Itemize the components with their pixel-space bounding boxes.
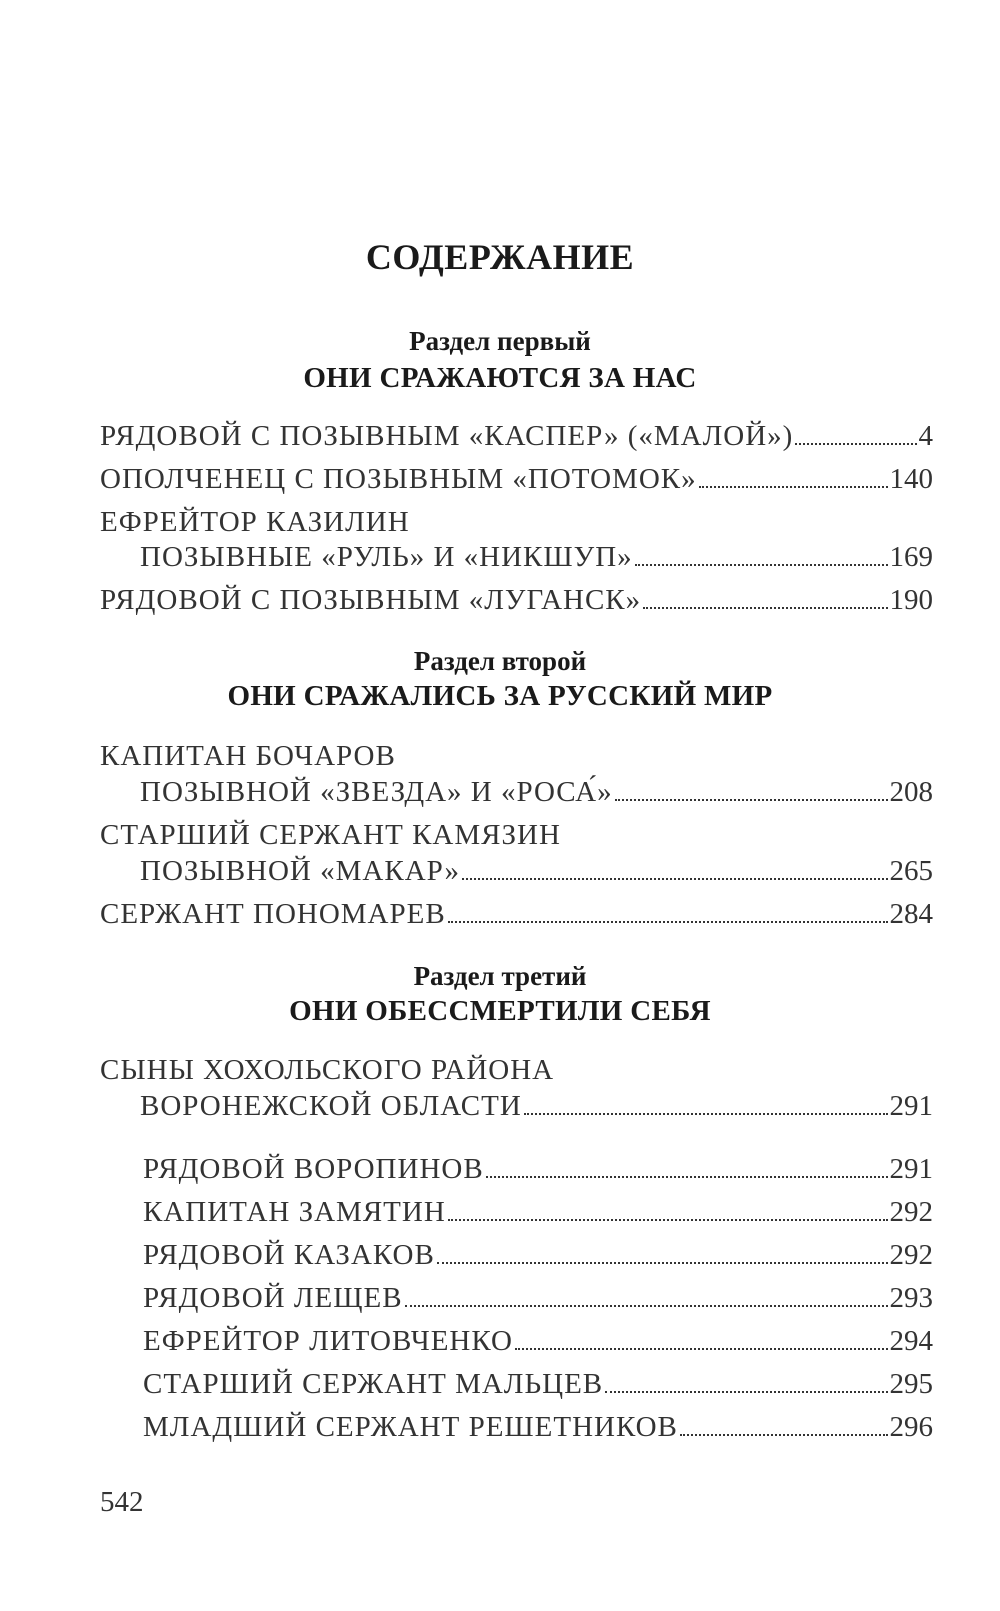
toc-page-number: 140 [889,463,933,495]
toc-subentry-maltsev[interactable] [143,1368,933,1408]
toc-entry-text: ПОЗЫВНОЙ «МАКАР» [140,855,460,887]
toc-entry-kazilin-line2[interactable] [140,541,933,581]
toc-entry-text: МЛАДШИЙ СЕРЖАНТ РЕШЕТНИКОВ [143,1411,678,1443]
toc-entry-bocharov-line1[interactable] [100,740,933,780]
toc-entry-text: РЯДОВОЙ С ПОЗЫВНЫМ «КАСПЕР» («МАЛОЙ») [100,420,794,452]
toc-page-number: 292 [889,1196,933,1228]
dot-leader [680,1434,888,1436]
toc-entry-kasper[interactable] [100,420,933,460]
toc-page-number: 284 [889,898,933,930]
toc-entry-text: ПОЗЫВНОЙ «ЗВЕЗДА» И «РОСА́» [140,776,613,808]
toc-entry-kamyazin-line2[interactable] [140,855,933,895]
toc-subentry-litovchenko[interactable] [143,1325,933,1365]
toc-entry-ponomarev[interactable] [100,898,933,938]
dot-leader [643,607,887,609]
section-1-label: Раздел первый [409,326,591,356]
page-number: 542 [100,1486,144,1518]
toc-subentry-zamyatin[interactable] [143,1196,933,1236]
section-2-heading: ОНИ СРАЖАЛИСЬ ЗА РУССКИЙ МИР [227,680,773,712]
toc-entry-khokhol-line2[interactable] [140,1090,933,1130]
toc-page-number: 190 [889,584,933,616]
toc-page-number: 295 [889,1368,933,1400]
toc-entry-text: РЯДОВОЙ ВОРОПИНОВ [143,1153,484,1185]
dot-leader [462,878,888,880]
dot-leader [486,1176,888,1178]
toc-page-number: 265 [889,855,933,887]
toc-subentry-voropinov[interactable] [143,1153,933,1193]
dot-leader [448,1219,888,1221]
toc-page-number: 291 [889,1153,933,1185]
toc-entry-text: СЫНЫ ХОХОЛЬСКОГО РАЙОНА [100,1054,555,1086]
toc-entry-lugansk[interactable] [100,584,933,624]
toc-entry-text: КАПИТАН ЗАМЯТИН [143,1196,446,1228]
toc-page-number: 291 [889,1090,933,1122]
toc-entry-potomok[interactable] [100,463,933,503]
toc-entry-text: ЕФРЕЙТОР ЛИТОВЧЕНКО [143,1325,513,1357]
toc-page-number: 296 [889,1411,933,1443]
dot-leader [524,1113,888,1115]
toc-entry-text: ЕФРЕЙТОР КАЗИЛИН [100,506,410,538]
toc-entry-text: КАПИТАН БОЧАРОВ [100,740,396,772]
dot-leader [605,1391,887,1393]
dot-leader [795,443,916,445]
section-3-label: Раздел третий [413,961,587,991]
toc-entry-text: РЯДОВОЙ КАЗАКОВ [143,1239,435,1271]
toc-entry-text: СТАРШИЙ СЕРЖАНТ МАЛЬЦЕВ [143,1368,604,1400]
toc-page-number: 208 [889,776,933,808]
dot-leader [699,486,888,488]
toc-entry-bocharov-line2[interactable] [140,776,933,816]
toc-entry-text: ВОРОНЕЖСКОЙ ОБЛАСТИ [140,1090,522,1122]
dot-leader [515,1348,888,1350]
section-2-label: Раздел второй [413,646,587,676]
toc-subentry-reshetnikov[interactable] [143,1411,933,1451]
dot-leader [635,564,888,566]
dot-leader [405,1305,888,1307]
toc-entry-kazilin-line1[interactable] [100,506,933,546]
toc-page-number: 292 [889,1239,933,1271]
toc-subentry-leshchev[interactable] [143,1282,933,1322]
toc-page-number: 169 [889,541,933,573]
dot-leader [615,799,888,801]
dot-leader [437,1262,888,1264]
toc-entry-text: СТАРШИЙ СЕРЖАНТ КАМЯЗИН [100,819,561,851]
toc-entry-text: РЯДОВОЙ С ПОЗЫВНЫМ «ЛУГАНСК» [100,584,642,616]
toc-page-number: 294 [889,1325,933,1357]
toc-entry-kamyazin-line1[interactable] [100,819,933,859]
section-1-heading: ОНИ СРАЖАЮТСЯ ЗА НАС [303,362,697,394]
toc-entry-text: РЯДОВОЙ ЛЕЩЕВ [143,1282,403,1314]
toc-title: СОДЕРЖАНИЕ [365,237,635,277]
dot-leader [448,921,888,923]
toc-entry-text: ПОЗЫВНЫЕ «РУЛЬ» И «НИКШУП» [140,541,633,573]
toc-entry-text: СЕРЖАНТ ПОНОМАРЕВ [100,898,446,930]
toc-subentry-kazakov[interactable] [143,1239,933,1279]
toc-page-number: 4 [918,420,933,452]
section-3-heading: ОНИ ОБЕССМЕРТИЛИ СЕБЯ [289,995,711,1027]
toc-page-number: 293 [889,1282,933,1314]
toc-entry-khokhol-line1[interactable] [100,1054,933,1094]
toc-entry-text: ОПОЛЧЕНЕЦ С ПОЗЫВНЫМ «ПОТОМОК» [100,463,697,495]
